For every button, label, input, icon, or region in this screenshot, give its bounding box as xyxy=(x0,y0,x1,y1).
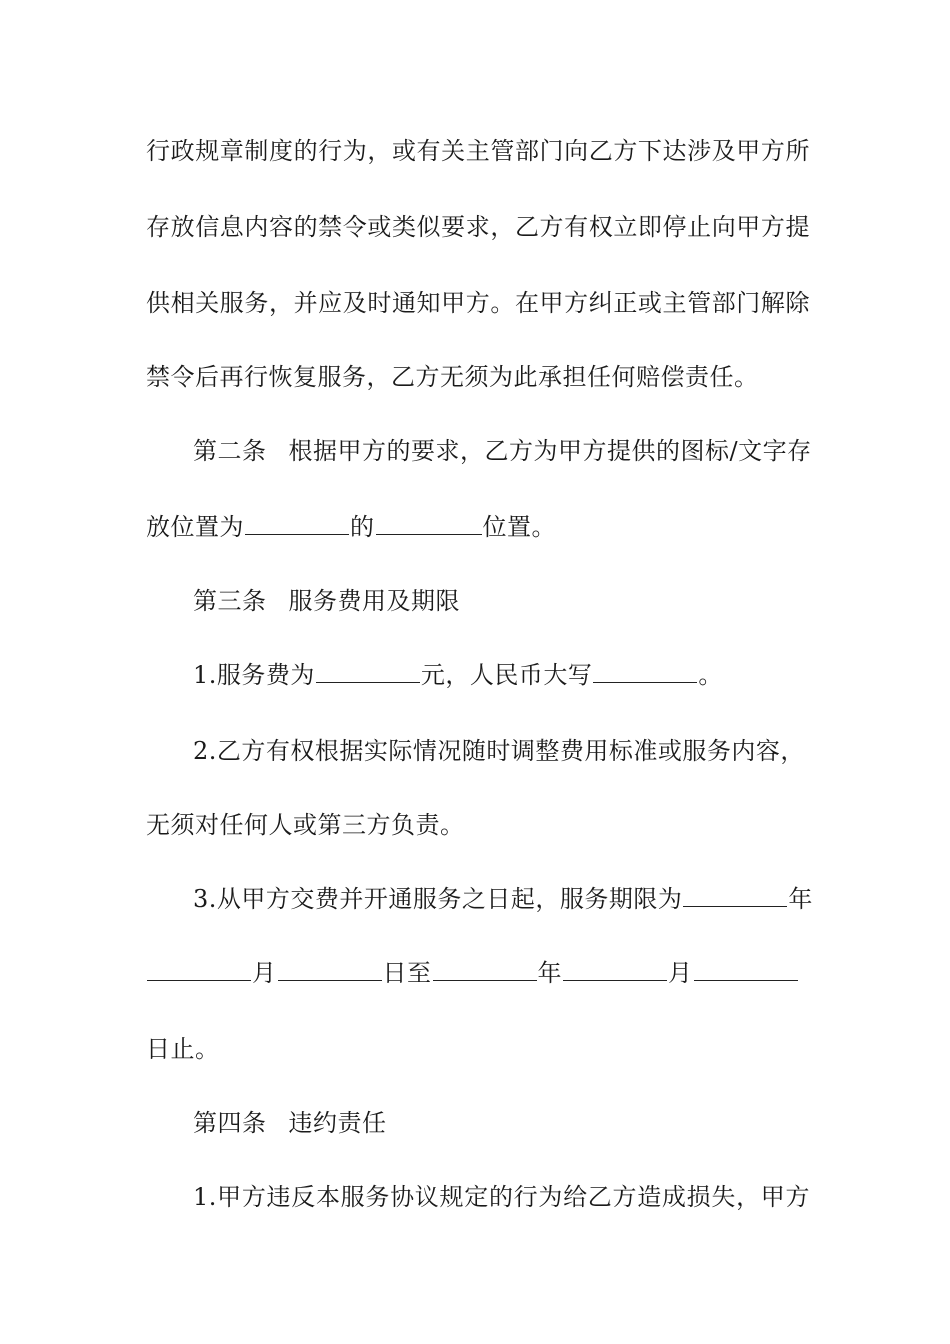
article-3-date-line xyxy=(146,958,810,988)
article-2-line xyxy=(193,436,810,466)
article-4-item-1: 1.甲方违反本服务协议规定的行为给乙方造成损失，甲方 xyxy=(193,1183,810,1211)
paragraph-line: 供相关服务，并应及时通知甲方。在甲方纠正或主管部门解除 xyxy=(146,289,810,317)
article-3-title: 服务费用及期限 xyxy=(288,587,460,615)
text-segment: 月 xyxy=(252,959,277,987)
text-segment: 元，人民币大写 xyxy=(420,661,593,689)
article-2-label: 第二条 xyxy=(193,437,267,465)
text-segment: 年 xyxy=(537,959,562,987)
fill-in-blank xyxy=(683,884,787,907)
text-segment: 的 xyxy=(350,513,375,541)
text-segment: 年 xyxy=(788,885,813,913)
fill-in-blank xyxy=(694,958,798,981)
paragraph-line: 行政规章制度的行为，或有关主管部门向乙方下达涉及甲方所 xyxy=(146,137,810,165)
article-2-continuation xyxy=(146,512,810,542)
fill-in-blank xyxy=(593,660,697,683)
fill-in-blank xyxy=(316,660,420,683)
article-3-item-2-continuation: 无须对任何人或第三方负责。 xyxy=(146,811,465,839)
fill-in-blank xyxy=(376,512,482,535)
fill-in-blank xyxy=(278,958,382,981)
text-segment: 3.从甲方交费并开通服务之日起，服务期限为 xyxy=(193,885,683,913)
article-3-item-3 xyxy=(193,884,813,914)
fill-in-blank xyxy=(433,958,537,981)
fill-in-blank xyxy=(245,512,349,535)
article-4-label: 第四条 xyxy=(193,1109,267,1137)
article-4-heading xyxy=(193,1108,810,1138)
paragraph-line: 禁令后再行恢复服务，乙方无须为此承担任何赔偿责任。 xyxy=(146,363,759,391)
text-segment: 。 xyxy=(698,661,723,689)
article-2-text: 根据甲方的要求，乙方为甲方提供的图标/文字存 xyxy=(288,437,812,465)
text-segment: 位置。 xyxy=(482,513,556,541)
paragraph-line: 存放信息内容的禁令或类似要求，乙方有权立即停止向甲方提 xyxy=(146,213,810,241)
text-segment: 月 xyxy=(668,959,693,987)
article-4-title: 违约责任 xyxy=(288,1109,387,1137)
fill-in-blank xyxy=(147,958,251,981)
article-3-heading xyxy=(193,586,810,616)
article-3-date-end: 日止。 xyxy=(146,1035,220,1063)
text-segment: 日至 xyxy=(382,959,432,987)
article-3-item-1 xyxy=(193,660,810,690)
text-segment: 放位置为 xyxy=(146,513,244,541)
text-segment: 1.服务费为 xyxy=(193,661,315,689)
article-3-item-2: 2.乙方有权根据实际情况随时调整费用标准或服务内容， xyxy=(193,737,805,765)
article-3-label: 第三条 xyxy=(193,587,267,615)
fill-in-blank xyxy=(563,958,667,981)
